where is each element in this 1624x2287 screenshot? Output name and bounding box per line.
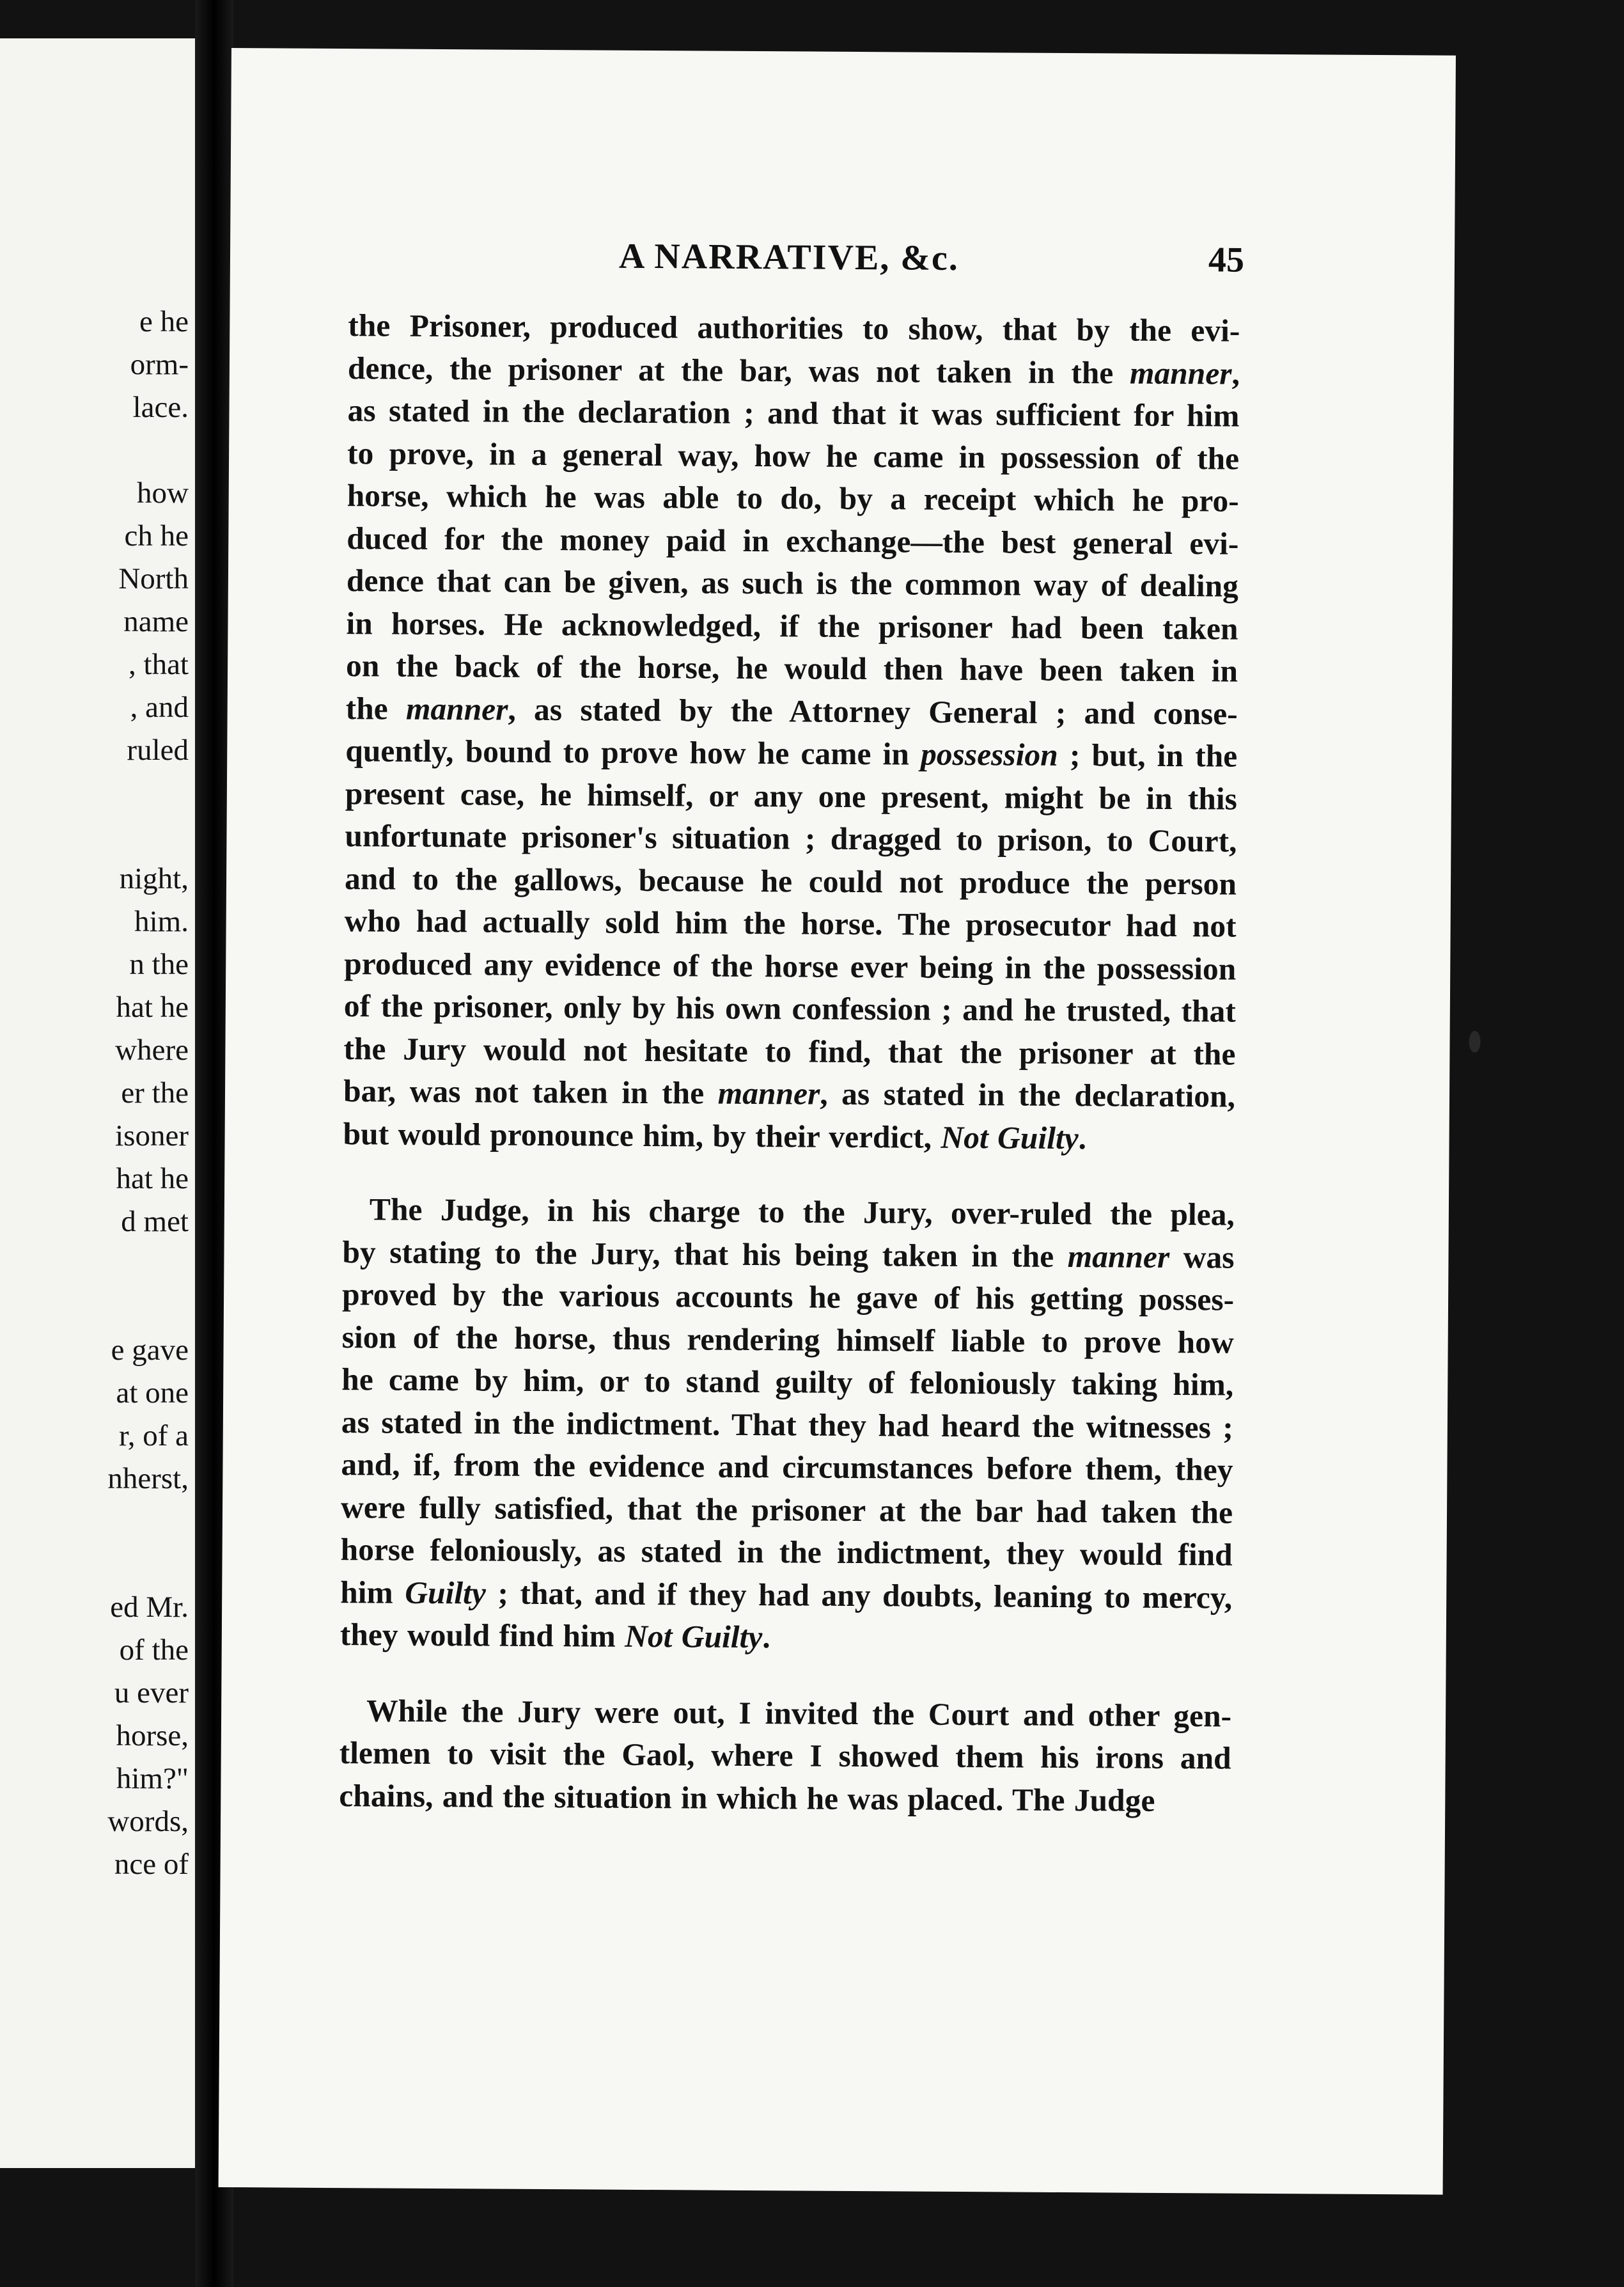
text-line: dence that can be given, as such is the common way of dealing bbox=[346, 563, 1239, 604]
text-line: quently, bound to prove how he came in possession ; but, in the bbox=[345, 733, 1238, 774]
facing-page-line: isoner bbox=[115, 1119, 189, 1152]
page-number: 45 bbox=[1208, 240, 1245, 280]
text-line: him Guilty ; that, and if they had any doubts, leaning to mercy, bbox=[340, 1574, 1233, 1615]
facing-page-line bbox=[0, 772, 189, 815]
facing-page-line: orm- bbox=[130, 348, 189, 381]
text-line: by stating to the Jury, that his being taken in the manner was bbox=[342, 1234, 1235, 1275]
text-line: on the back of the horse, he would then have been taken in bbox=[345, 648, 1238, 689]
facing-page-line: of the bbox=[119, 1633, 189, 1667]
text-line: sion of the horse, thus rendering himself liable to prove how bbox=[341, 1319, 1234, 1360]
ink-smudge bbox=[1469, 1031, 1480, 1053]
text-line: and to the gallows, because he could not produce the person bbox=[344, 860, 1237, 902]
text-line: produced any evidence of the horse ever being in the possession bbox=[344, 945, 1237, 987]
text-line: tlemen to visit the Gaol, where I showed them his irons and bbox=[339, 1735, 1231, 1776]
page-body bbox=[339, 304, 1240, 1822]
facing-page-line: horse, bbox=[116, 1719, 189, 1752]
text-line: duced for the money paid in exchange—the best general evi- bbox=[347, 520, 1239, 562]
facing-page-line: e gave bbox=[111, 1333, 189, 1367]
paragraph-2 bbox=[340, 1188, 1235, 1662]
facing-page-line: e he bbox=[139, 305, 189, 338]
facing-page-line: , and bbox=[130, 691, 189, 724]
facing-page-line bbox=[0, 1543, 189, 1586]
facing-page-line bbox=[0, 1500, 189, 1543]
text-line: who had actually sold him the horse. The prosecutor had not bbox=[344, 903, 1237, 944]
facing-page-line bbox=[0, 815, 189, 858]
facing-page-line: d met bbox=[121, 1205, 189, 1238]
facing-page-line: night, bbox=[119, 862, 189, 895]
text-line: unfortunate prisoner's situation ; dragged to prison, to Court, bbox=[345, 818, 1237, 859]
text-line: the Jury would not hesitate to find, that the prisoner at the bbox=[343, 1030, 1236, 1072]
paragraph-1 bbox=[343, 304, 1240, 1160]
facing-page-line: , that bbox=[129, 648, 189, 681]
text-line: While the Jury were out, I invited the Court and other gen- bbox=[366, 1692, 1232, 1734]
text-line: the Prisoner, produced authorities to show, that by the evi- bbox=[348, 308, 1240, 349]
facing-page-line: er the bbox=[121, 1076, 189, 1110]
facing-page-line: name bbox=[123, 605, 189, 638]
facing-page-line: ruled bbox=[127, 734, 189, 767]
text-line: of the prisoner, only by his own confession ; and he trusted, that bbox=[343, 988, 1236, 1029]
text-line: bar, was not taken in the manner, as stated in the declaration, bbox=[343, 1073, 1236, 1114]
facing-page-line bbox=[0, 1243, 189, 1286]
facing-page-line: him. bbox=[134, 905, 189, 938]
facing-page-left bbox=[0, 38, 195, 2168]
text-line: The Judge, in his charge to the Jury, over-ruled the plea, bbox=[369, 1191, 1235, 1232]
facing-page-line bbox=[0, 1286, 189, 1329]
text-line: to prove, in a general way, how he came in possession of the bbox=[347, 435, 1240, 476]
paragraph-3 bbox=[339, 1690, 1231, 1823]
facing-page-line: n the bbox=[129, 948, 189, 981]
text-line: were fully satisfied, that the prisoner at the bar had taken the bbox=[340, 1489, 1233, 1530]
facing-page-line: lace. bbox=[132, 391, 189, 424]
text-line: as stated in the indictment. That they had heard the witnesses ; bbox=[341, 1404, 1234, 1445]
book-page bbox=[219, 48, 1456, 2195]
facing-page-line: nce of bbox=[114, 1848, 189, 1881]
facing-page-line: ed Mr. bbox=[110, 1591, 189, 1624]
text-line: and, if, from the evidence and circumstances before them, they bbox=[341, 1447, 1233, 1488]
facing-page-line: hat he bbox=[116, 1162, 189, 1195]
text-line: horse feloniously, as stated in the indictment, they would find bbox=[340, 1532, 1233, 1573]
facing-page-line: where bbox=[115, 1033, 189, 1067]
facing-page-line: r, of a bbox=[118, 1419, 189, 1452]
text-line: the manner, as stated by the Attorney General ; and conse- bbox=[345, 690, 1238, 732]
text-line: in horses. He acknowledged, if the prisoner had been taken bbox=[346, 605, 1238, 647]
text-line: chains, and the situation in which he was placed. The Judge bbox=[339, 1777, 1155, 1818]
facing-page-line: u ever bbox=[114, 1676, 189, 1709]
text-line: horse, which he was able to do, by a receipt which he pro- bbox=[347, 478, 1239, 519]
facing-page-line: at one bbox=[116, 1376, 189, 1410]
facing-page-line: hat he bbox=[116, 991, 189, 1024]
running-title: A NARRATIVE, &c. bbox=[618, 236, 960, 278]
text-line: but would pronounce him, by their verdict, Not Guilty. bbox=[343, 1115, 1087, 1156]
text-line: present case, he himself, or any one present, might be in this bbox=[345, 775, 1238, 817]
text-line: he came by him, or to stand guilty of feloniously taking him, bbox=[341, 1362, 1234, 1403]
facing-page-line: how bbox=[137, 476, 189, 510]
page-header bbox=[230, 233, 1455, 286]
facing-page-text bbox=[0, 301, 189, 1886]
facing-page-line: North bbox=[118, 562, 189, 595]
text-line: proved by the various accounts he gave of his getting posses- bbox=[341, 1277, 1235, 1317]
facing-page-line: him?" bbox=[116, 1762, 189, 1795]
facing-page-line: words, bbox=[107, 1805, 189, 1838]
facing-page-line: nherst, bbox=[107, 1462, 189, 1495]
text-line: dence, the prisoner at the bar, was not taken in the manner, bbox=[347, 350, 1240, 391]
facing-page-line: ch he bbox=[124, 519, 189, 553]
facing-page-line bbox=[0, 429, 189, 472]
text-line: they would find him Not Guilty. bbox=[340, 1617, 770, 1655]
text-line: as stated in the declaration ; and that it was sufficient for him bbox=[347, 393, 1240, 434]
